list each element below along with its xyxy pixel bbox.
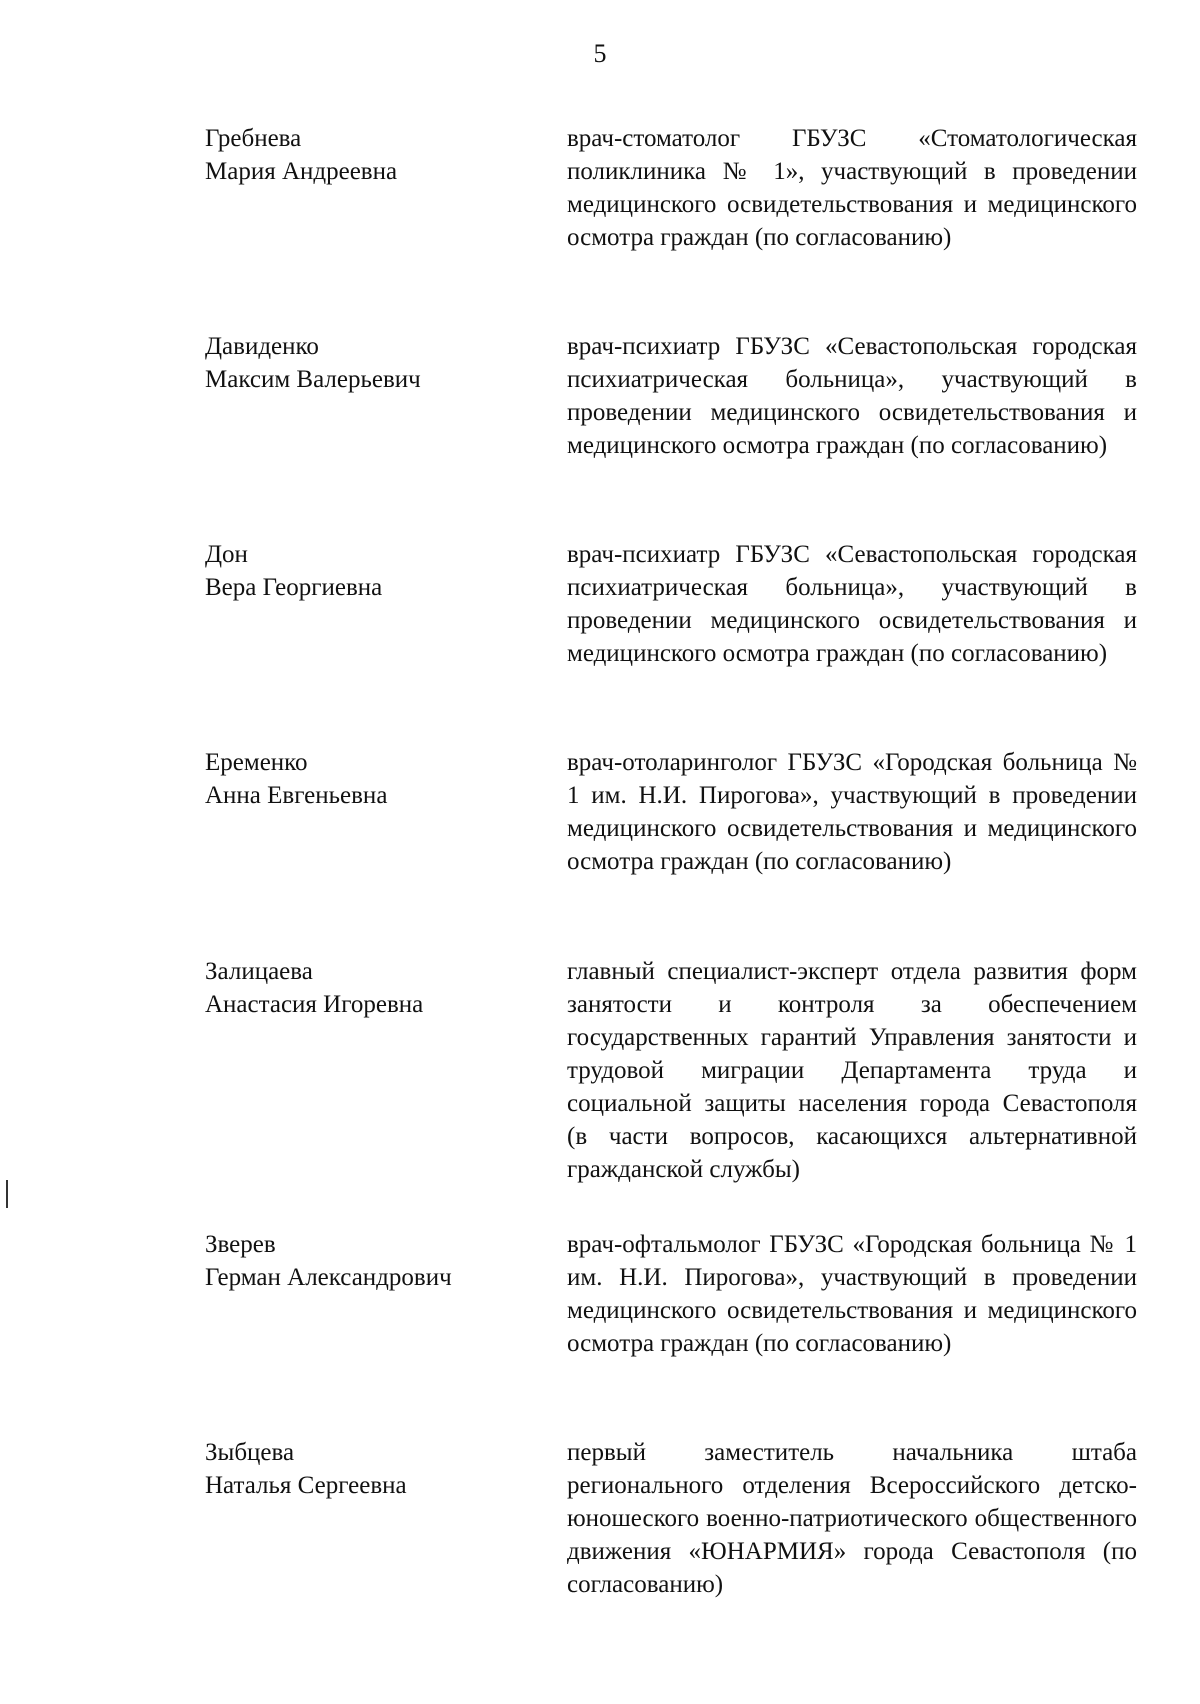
member-role: врач-отоларинголог ГБУЗС «Городская больница № 1 им. Н.И. Пирогова», участвующий в проведении медицинского освидетельствования и медицинского осмотра граждан (по согласованию) — [567, 749, 1137, 875]
member-name — [205, 746, 545, 812]
member-name — [205, 538, 545, 604]
member-given-names: Мария Андреевна — [205, 158, 398, 185]
member-role: врач-психиатр ГБУЗС «Севастопольская городская психиатрическая больница», участвующий в проведении медицинского освидетельствования и медицинского осмотра граждан (по согласованию) — [567, 333, 1137, 459]
member-given-names: Вера Георгиевна — [205, 574, 383, 601]
member-given-names: Анна Евгеньевна — [205, 782, 388, 809]
member-name — [205, 330, 545, 396]
member-role: врач-офтальмолог ГБУЗС «Городская больница № 1 им. Н.И. Пирогова», участвующий в проведении медицинского освидетельствования и медицинского осмотра граждан (по согласованию) — [567, 1231, 1137, 1357]
member-given-names: Наталья Сергеевна — [205, 1472, 407, 1499]
member-surname: Гребнева — [205, 125, 302, 152]
member-name — [205, 1436, 545, 1502]
member-role: главный специалист-эксперт отдела развития форм занятости и контроля за обеспечением государственных гарантий Управления занятости и трудовой миграции Департамента труда и социальной защиты населения города Севастополя (в части вопросов, касающихся альтернативной гражданской службы) — [567, 958, 1137, 1183]
member-given-names: Анастасия Игоревна — [205, 991, 424, 1018]
page-number: 5 — [593, 39, 607, 68]
member-role: первый заместитель начальника штаба регионального отделения Всероссийского детско-юношеского военно-патриотического общественного движения «ЮНАРМИЯ» города Севастополя (по согласованию) — [567, 1439, 1137, 1598]
member-surname: Зыбцева — [205, 1439, 295, 1466]
member-role: врач-стоматолог ГБУЗС «Стоматологическая поликлиника № 1», участвующий в проведении медицинского освидетельствования и медицинского осмотра граждан (по согласованию) — [567, 125, 1137, 251]
member-surname: Зверев — [205, 1231, 276, 1258]
member-given-names: Максим Валерьевич — [205, 366, 421, 393]
member-name — [205, 955, 545, 1021]
member-surname: Залицаева — [205, 958, 313, 985]
member-surname: Давиденко — [205, 333, 319, 360]
margin-mark — [6, 1180, 8, 1208]
member-role: врач-психиатр ГБУЗС «Севастопольская городская психиатрическая больница», участвующий в проведении медицинского освидетельствования и медицинского осмотра граждан (по согласованию) — [567, 541, 1137, 667]
member-surname: Дон — [205, 541, 248, 568]
member-name — [205, 1228, 545, 1294]
member-name — [205, 122, 545, 188]
member-given-names: Герман Александрович — [205, 1264, 452, 1291]
member-surname: Еременко — [205, 749, 308, 776]
